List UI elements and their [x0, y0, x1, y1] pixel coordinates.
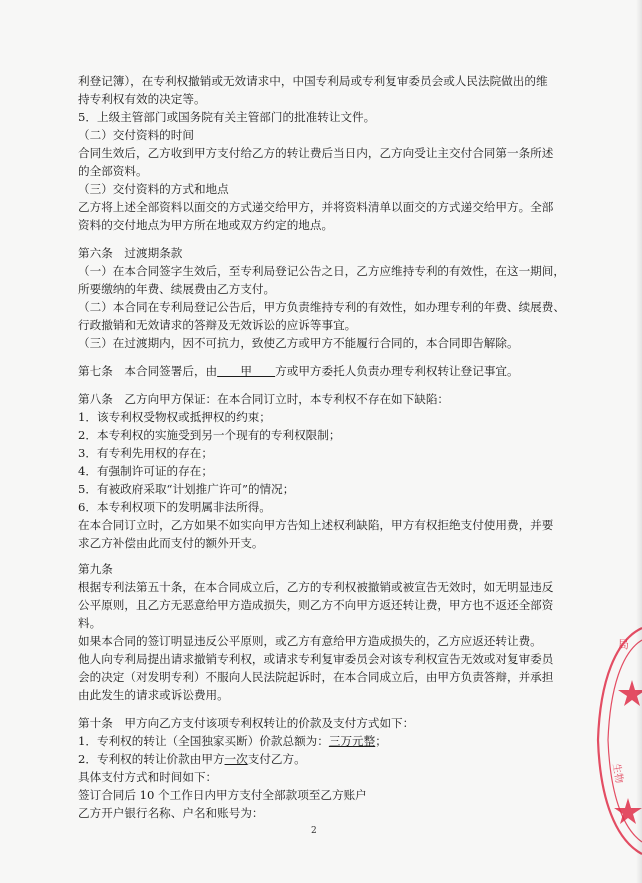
- text-line: 乙方开户银行名称、户名和账号为：: [78, 806, 264, 820]
- text-segment: 2．专利权的转让价款由甲方: [78, 752, 225, 766]
- seal-text: 局: [618, 638, 629, 651]
- text-line: 第十条 甲方向乙方支付该项专利权转让的价款及支付方式如下：: [78, 716, 415, 730]
- text-line: 1．该专利权受物权或抵押权的约束；: [78, 410, 271, 424]
- text-segment: ；: [375, 734, 387, 748]
- text-line: 6．本专利权项下的发明属非法所得。: [78, 500, 271, 514]
- text-line: 由此发生的请求或诉讼费用。: [78, 688, 229, 702]
- text-line: 根据专利法第五十条，在本合同成立后，乙方的专利权被撤销或被宣告无效时，如无明显违反: [78, 580, 554, 594]
- text-line: （二）交付资料的时间: [78, 128, 194, 142]
- text-line: 行政撤销和无效请求的答辩及无效诉讼的应诉等事宜。: [78, 318, 357, 332]
- text-line: 具体支付方式和时间如下：: [78, 770, 218, 784]
- text-line: 求乙方补偿由此而支付的额外开支。: [78, 536, 264, 550]
- text-segment: 1．专利权的转让（全国独家买断）价款总额为：: [78, 734, 329, 748]
- text-line: 3．有专利先用权的存在；: [78, 446, 213, 460]
- text-line: 合同生效后，乙方收到甲方支付给乙方的转让费后当日内，乙方向受让主交付合同第一条所述: [78, 146, 554, 160]
- text-line: （三）交付资料的方式和地点: [78, 182, 229, 196]
- text-segment: 方或甲方委托人负责办理专利权转让登记事宜。: [275, 364, 519, 378]
- text-line: 如果本合同的签订明显违反公平原则，或乙方有意给甲方造成损失的，乙方应返还转让费。: [78, 634, 542, 648]
- text-line: 第九条: [78, 562, 113, 576]
- text-line: 他人向专利局提出请求撤销专利权，或请求专利复审委员会对该专利权宣告无效或对复审委员: [78, 652, 554, 666]
- text-line: 的全部资料。: [78, 164, 148, 178]
- filled-blank: 三万元整: [328, 734, 376, 748]
- text-line: （二）本合同在专利局登记公告后，甲方负责维持专利的有效性，如办理专利的年费、续展费、: [78, 300, 565, 314]
- text-line: 乙方将上述全部资料以面交的方式递交给甲方，并将资料清单以面交的方式递交给甲方。全部: [78, 200, 554, 214]
- filled-blank: 一次: [224, 752, 248, 766]
- filled-blank: 甲: [217, 364, 276, 378]
- text-line: 在本合同订立时，乙方如果不如实向甲方告知上述权利缺陷，甲方有权拒绝支付使用费，并要: [78, 518, 554, 532]
- scan-edge-shadow: [636, 0, 642, 883]
- text-line: 所要缴纳的年费、续展费由乙方支付。: [78, 282, 276, 296]
- text-line: （一）在本合同签字生效后，至专利局登记公告之日，乙方应维持专利的有效性，在这一期间，: [78, 264, 565, 278]
- text-line: 利登记簿），在专利权撤销或无效请求中，中国专利局或专利复审委员会或人民法院做出的维: [78, 74, 548, 88]
- text-segment: 支付乙方。: [247, 752, 306, 766]
- text-line: 会的决定（对发明专利）不服向人民法院起诉时，在本合同成立后，由甲方负责答辩，并承担: [78, 670, 554, 684]
- red-seal-stamp: [588, 620, 642, 860]
- text-line: 5．有被政府采取“计划推广许可”的情况；: [78, 482, 295, 496]
- text-line: 5．上级主管部门或国务院有关主管部门的批准转让文件。: [78, 110, 376, 124]
- text-segment: 第七条 本合同签署后，由: [78, 364, 218, 378]
- text-line: 签订合同后 10 个工作日内甲方支付全部款项至乙方账户: [78, 788, 367, 802]
- text-line: [78, 750, 306, 768]
- text-line: [78, 362, 519, 380]
- text-line: 第八条 乙方向甲方保证：在本合同订立时，本专利权不存在如下缺陷：: [78, 392, 450, 406]
- text-line: 公平原则，且乙方无恶意给甲方造成损失，则乙方不向甲方返还转让费，甲方也不返还全部资: [78, 598, 554, 612]
- text-line: 料。: [78, 616, 102, 630]
- text-line: [78, 732, 387, 750]
- text-line: 资料的交付地点为甲方所在地或双方约定的地点。: [78, 218, 334, 232]
- page-number: 2: [311, 826, 317, 836]
- text-line: 持专利权有效的决定等。: [78, 92, 206, 106]
- seal-text: 生物: [610, 762, 625, 785]
- text-line: （三）在过渡期内，因不可抗力，致使乙方或甲方不能履行合同的，本合同即告解除。: [78, 336, 519, 350]
- text-line: 第六条 过渡期条款: [78, 246, 183, 260]
- text-line: 2．本专利权的实施受到另一个现有的专利权限制；: [78, 428, 341, 442]
- text-line: 4．有强制许可证的存在；: [78, 464, 213, 478]
